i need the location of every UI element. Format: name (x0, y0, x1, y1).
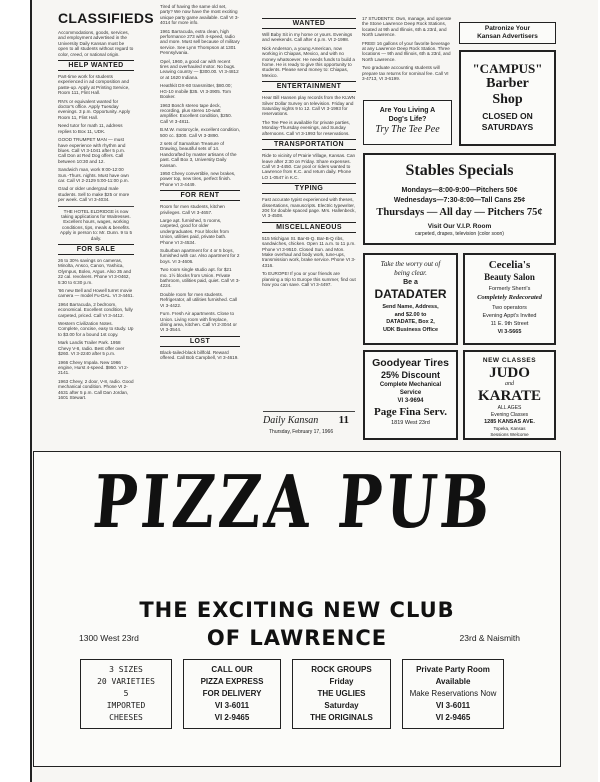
cecelia-former: Formerly Sherri's (488, 286, 531, 292)
classified-listing: Fast accurate typist experienced with theses, dissertations, manuscripts. Electric typewriter, 20¢ for double spaced page. Mrs. Hallenbeck, VI 3-4508. (262, 197, 356, 219)
barber-name: "CAMPUS" (472, 61, 543, 76)
classified-listing: Two room single studio apt. for $21 mo. 1½ blocks from Union. Private bathroom, utilities paid, quiet. Call VI 3-4224. (160, 267, 240, 289)
for-rent-heading: FOR RENT (160, 190, 240, 201)
help-wanted-heading: HELP WANTED (58, 60, 134, 71)
pizza-pub-headline-2: OF LAWRENCE (206, 626, 388, 650)
judo-sessions: Sessions Welcome (490, 432, 529, 437)
karate-title: KARATE (477, 388, 542, 404)
barber-line3: Shop (492, 92, 523, 107)
classified-listing: Western Civilization Notes. Complete, concise, easy to study. Up to $3.00 for a bound 1st copy. (58, 321, 134, 337)
stables-vip-detail: carpeted, drapes, television (color soon) (415, 231, 504, 237)
typing-heading: TYPING (262, 183, 356, 194)
judo-ages: ALL AGES (497, 405, 522, 411)
cecelia-redecorated: Completely Redecorated (477, 294, 542, 301)
classifieds-intro: Accommodations, goods, services, and employment advertised in the University Daily Kansan must be open to all students without regard to color, creed, or national origin. (58, 30, 134, 57)
classified-listing: Grad or older undergrad male students. Sell to make $25 or more per week. Call VI 3-4034. (58, 186, 130, 203)
classified-listing: Two graduate accounting students will prepare tax returns for nominal fee. Call VI 3-4713, VI 3-6199. (362, 65, 449, 82)
stables-wednesday: Wednesdays—7:30-8:00—Tall Cans 25¢ (393, 197, 526, 204)
classified-listing: Part-time work for students experienced in ad composition and paste-up. Apply at Printing Service, Room 111, Flint Hall. (58, 74, 130, 96)
classified-listing: Opel, 1960, a good car with recent tires and overhauled motor. No bugs. Leaving country — $300.00. VI 3-4812 or at 1620 Indiana. (160, 58, 239, 80)
pizza-box-line: Friday (329, 677, 354, 686)
folio-paper-name: Daily Kansan (263, 415, 319, 426)
pizza-box-line: VI 2-9465 (435, 713, 471, 722)
pizza-box-line: IMPORTED (106, 701, 146, 710)
classified-listing: '66 new Bell and Howell turret movie camera — model Fu-DAL. VI 3-4461. (58, 288, 134, 299)
pizza-box-line: THE ORIGINALS (310, 713, 373, 722)
pizza-box-line: THE UGLIES (317, 689, 366, 698)
patronize-line1: Patronize Your (484, 25, 531, 32)
classified-listing: 17 STUDENTS: Own, manage, and operate the Stone Lawrence Deep Rock Stations, located at 9th and Illinois, 6th & 23rd, and North Lawrence. (362, 16, 452, 38)
stables-thursday: Thursdays — All day — Pitchers 75¢ (376, 207, 543, 218)
datadater-line6: and $2.00 to (394, 311, 427, 318)
pizza-pub-headline-1: THE EXCITING NEW CLUB (139, 598, 455, 622)
pizza-box-line: PIZZA EXPRESS (200, 677, 264, 686)
judo-address: 1285 KANSAS AVE. (484, 419, 535, 425)
datadater-line7: DATADATE, Box 2, (386, 319, 435, 325)
judo-title: JUDO (489, 365, 530, 381)
pizza-box-line: CALL OUR (211, 665, 253, 674)
classified-listing: Room for men students, kitchen privileges. Call VI 3-4657. (160, 204, 225, 215)
goodyear-discount: 25% Discount (380, 370, 440, 380)
judo-new-classes: NEW CLASSES (482, 357, 537, 364)
pizza-box-line: Available (435, 677, 471, 686)
tee-pee-line2: Dog's Life? (388, 116, 427, 123)
judo-city: Topeka, Kansas (493, 426, 526, 431)
barber-line2: Barber (486, 76, 529, 91)
classified-listing: Furn. Fresh Air apartments. Close to Union. Living room with fireplace, dining area, kitchen. Call VI 2-3044 or VI 3-3544. (160, 311, 237, 333)
classified-listing: 1964 Barracuda, 2 bedroom, economical. Excellent condition, fully carpeted, priced. Call VI 3-4412. (58, 301, 133, 318)
goodyear-station: Page Fina Serv. (373, 406, 448, 418)
cecelia-operators: Two operators (492, 305, 527, 311)
classified-listing: Need tutor for math 11, address replies to Box 11, UDK. (58, 123, 123, 134)
patronize-line2: Kansan Advertisers (477, 33, 538, 40)
pizza-box-line: VI 3-6011 (435, 701, 471, 710)
goodyear-phone: VI 3-9694 (397, 398, 424, 404)
pizza-box-line: 20 VARIETIES (97, 677, 155, 686)
pizza-pub-logo: PIZZA PUB (90, 459, 498, 545)
eldridge-ad: THE HOTEL ELDRIDGE is now taking applications for Waitresses. Excellent hours, wages, working conditions, tips, meals & benefits. Apply in person to: Mr. Dunn. 9 to 5 daily. (58, 206, 134, 241)
classifieds-column-3 (262, 0, 356, 405)
datadater-brand: DATADATER (374, 287, 447, 301)
lost-heading: LOST (160, 336, 240, 347)
cecelia-sub: Beauty Salon (484, 272, 535, 282)
pizza-pub-ad (33, 451, 561, 767)
pizza-box-line: Saturday (324, 701, 359, 710)
stables-monday: Mondays—8:00-9:00—Pitchers 50¢ (401, 187, 518, 194)
datadater-line8: UDK Business Office (382, 326, 438, 333)
tee-pee-line1: Are You Living A (379, 107, 436, 114)
pizza-pub-box-delivery (183, 659, 281, 729)
tee-pee-ad (363, 100, 452, 145)
stables-vip: Visit Our V.I.P. Room (427, 223, 492, 230)
classified-listing: Suburban apartment for 4 or 5 boys, furnished with car. Also apartment for 2 boys. VI 3-4606. (160, 248, 240, 264)
classified-listing: 1950 Chevy convertible, new brakes, power top, new tires, perfect finish. Phone VI 3-4449. (160, 170, 236, 187)
datadater-line2: being clear. (394, 269, 427, 277)
goodyear-title: Goodyear Tires (372, 357, 449, 369)
classifieds-title: CLASSIFIEDS (58, 10, 154, 26)
classified-listing: Tired of having the same old set, party? We now have the most exciting unique party game available. Call VI 3-4014 for more info. (160, 4, 239, 26)
transportation-heading: TRANSPORTATION (262, 139, 356, 150)
campus-barber-ad (459, 50, 556, 146)
miscellaneous-heading: MISCELLANEOUS (262, 222, 356, 233)
patronize-box (459, 22, 556, 44)
cecelia-ad (463, 253, 556, 345)
classified-listing: FREE! 16 gallons of your favorite beverage at any Lawrence Deep Rock Station. Three locations — 9th and Illinois, 6th & 23rd, and North Lawrence. (362, 40, 451, 62)
classifieds-column-4 (362, 0, 452, 98)
classified-listing: Heathkit DX-60 transmitter, $80.00; HG-10 mobile $35. VI 3-3905. Tom Booker. (160, 83, 232, 100)
judo-evening: Evening Classes (490, 412, 529, 418)
classified-listing: 1966 Chevy Impala. New 1966 engine, Hurst 4-speed. $950. VI 2-2141. (58, 359, 129, 376)
classified-listing: Will Baby Sit in my home or yours. Evenings and weekends. Call after 4 p.m. VI 2-1998. (262, 32, 353, 43)
pizza-pub-box-rock-groups (292, 659, 391, 729)
stables-title: Stables Specials (405, 162, 514, 179)
tee-pee-brand: The Tee Pee (391, 124, 440, 135)
datadater-ad (363, 253, 458, 345)
classified-listing: Large apt. furnished, 5 rooms, carpeted, good for older undergraduates. Four blocks from Union, utilities paid, private bath. Phone VI 3-4534. (160, 218, 229, 245)
classified-listing: To EUROPE! If you or your friends are planning a trip to Europe this summer, find out how you can save. Call VI 3-4497. (262, 271, 356, 287)
pizza-box-line: ROCK GROUPS (311, 665, 372, 674)
classified-listing: 515 Michigan St. Bar-B-Q. Bar-B-Q ribs, sandwiches, chicken. Open 11 a.m. to 11 p.m. Phone VI 3-9510. Closed Sun. and Mon. Make overhaul and body work, tune-ups, transmission work, brake service. Phone VI 3-4316. (262, 235, 356, 268)
barber-saturdays: SATURDAYS (481, 122, 534, 132)
classified-listing: Nick Anderson, a young American, now working in Chiapas, Mexico, and with no money whatsoever. He needs funds to build a home. He is ready to give this opportunity to students. Please send money to: Chiapas, Mexico. (262, 45, 355, 78)
folio-date: Thursday, February 17, 1966 (269, 429, 334, 435)
classified-listing: 2 sets of Samaritan Treasure of Drawing, beautiful sets of 14. Handcrafted by master artisans of the past. Call Box 3, University Daily Kansan. (160, 140, 237, 168)
classified-listing: B.M.W. motorcycle, excellent condition, 500 cc. $300. Call VI 3-3890. (160, 127, 240, 138)
pizza-box-line: 3 SIZES (109, 665, 143, 674)
stables-ad (363, 153, 556, 245)
classified-listing: 1963 Bosch stereo tape deck, recording, plus stereo 10-watt amplifier. Excellent condition, $250. Call VI 3-4811. (160, 102, 233, 124)
folio (263, 411, 355, 440)
pizza-box-line: 5 (123, 689, 129, 698)
pizza-box-line: CHEESES (109, 713, 143, 722)
classified-listing: Double room for men students. Refrigerator, all utilities furnished. Call VI 3-4422. (160, 291, 238, 308)
datadater-line5: Send Name, Address, (382, 304, 439, 310)
judo-and: and (505, 381, 514, 387)
for-sale-heading: FOR SALE (58, 244, 134, 255)
barber-closed: CLOSED ON (482, 111, 533, 121)
wanted-heading: WANTED (262, 18, 356, 29)
cecelia-evening: Evening Appt's Invited (482, 313, 537, 319)
classified-listing: Black-tailed-black billfold. Reward offered. Call Bob Campbell, VI 3-4619. (160, 349, 239, 361)
goodyear-address: 1819 West 23rd (391, 420, 430, 426)
classified-listing: 26 to 30% savings on cameras, Minolta, Ansco, Canon, Yashica, Olympus, Bolex, Argus. Also 35 and 22 cal. revolvers. Phone VI 3-0462, 5:30 to 6:30 p.m. (58, 258, 132, 285)
classified-listing: Hear Bill Hansen play records from the KLWN Silver Dollar Survey on television. Friday and Saturday nights 9 to 12. Call VI 3-1993 for reservations. (262, 95, 356, 117)
cecelia-phone: VI 3-5665 (497, 329, 522, 335)
pizza-pub-address-right: 23rd & Naismith (459, 633, 520, 643)
cecelia-name: Cecelia's (488, 259, 531, 271)
pizza-box-line: Private Party Room (416, 665, 490, 674)
tee-pee-try: Try (375, 124, 389, 135)
classified-listing: The Tee Pee is available for private parties, Monday-Thursday evenings, and Sunday afternoons. Call VI 3-1993 for reservations. (262, 119, 351, 136)
pizza-pub-box-party-room (402, 659, 504, 729)
datadater-line1: Take the worry out of (380, 260, 441, 268)
classifieds-column-2 (160, 0, 240, 447)
datadater-line3: Be a (403, 279, 418, 286)
pizza-pub-box-sizes (80, 659, 172, 729)
classified-listing: RN's or equivalent wanted for doctor's office. Apply Tuesday evenings. 3 p.m. Opportunity. Apply Room 11, Flint Hall. (58, 98, 131, 120)
goodyear-service: Service (399, 390, 422, 396)
classified-listing: 1961 Barracuda, extra clean, high performance 273 with 4-speed, radio and more. Must sell because of military service. See Lynn Thompson at 1301 Pennsylvania. (160, 28, 240, 56)
classified-listing: GOOD TRUMPET MAN — must have experience with rhythm and blues. Call VI 3-1041 after 5 p.m. Call Don at Red Dog offers. Call between 10:30 and 12. (58, 137, 126, 164)
cecelia-address: 11 E. 9th Street (490, 321, 529, 327)
goodyear-ad (363, 350, 458, 440)
classified-listing: Ride to vicinity of Prairie Village, Kansas. Can leave after 2:30 on Friday. Share expenses. Call VI 3-4450. Car pool or riders wanted to Lawrence from K.C. and return daily. Phone LO 1-0547 in K.C. (262, 153, 356, 180)
pizza-box-line: VI 2-9465 (214, 713, 250, 722)
classified-listing: Sandwich man, work 9:00-12:00 Sun.-Thurs. nights. Must have own car. Call VI 2-2129 5:00-11:00 p.m. (58, 167, 129, 183)
folio-page-number: 11 (338, 414, 349, 426)
entertainment-heading: ENTERTAINMENT (262, 81, 356, 92)
classified-listing: 1963 Chevy, 2 door, V-8, radio. Good mechanical condition. Phone VI 2-4631 after 5 p.m. Call Dan Jordan, 1601 Stewart. (58, 378, 134, 400)
pizza-box-line: Make Reservations Now (409, 689, 497, 698)
goodyear-complete: Complete Mechanical (379, 382, 442, 388)
classified-listing: Mark Landis Trailer Park. 1958 Chevy V-8, radio. Best offer over $260. VI 3-2240 after 5 p.m. (58, 340, 125, 357)
classifieds-column-1 (58, 0, 154, 450)
pizza-pub-address-left: 1300 West 23rd (79, 633, 139, 643)
pizza-box-line: VI 3-6011 (214, 701, 250, 710)
judo-karate-ad (463, 350, 556, 440)
pizza-box-line: FOR DELIVERY (202, 689, 262, 698)
